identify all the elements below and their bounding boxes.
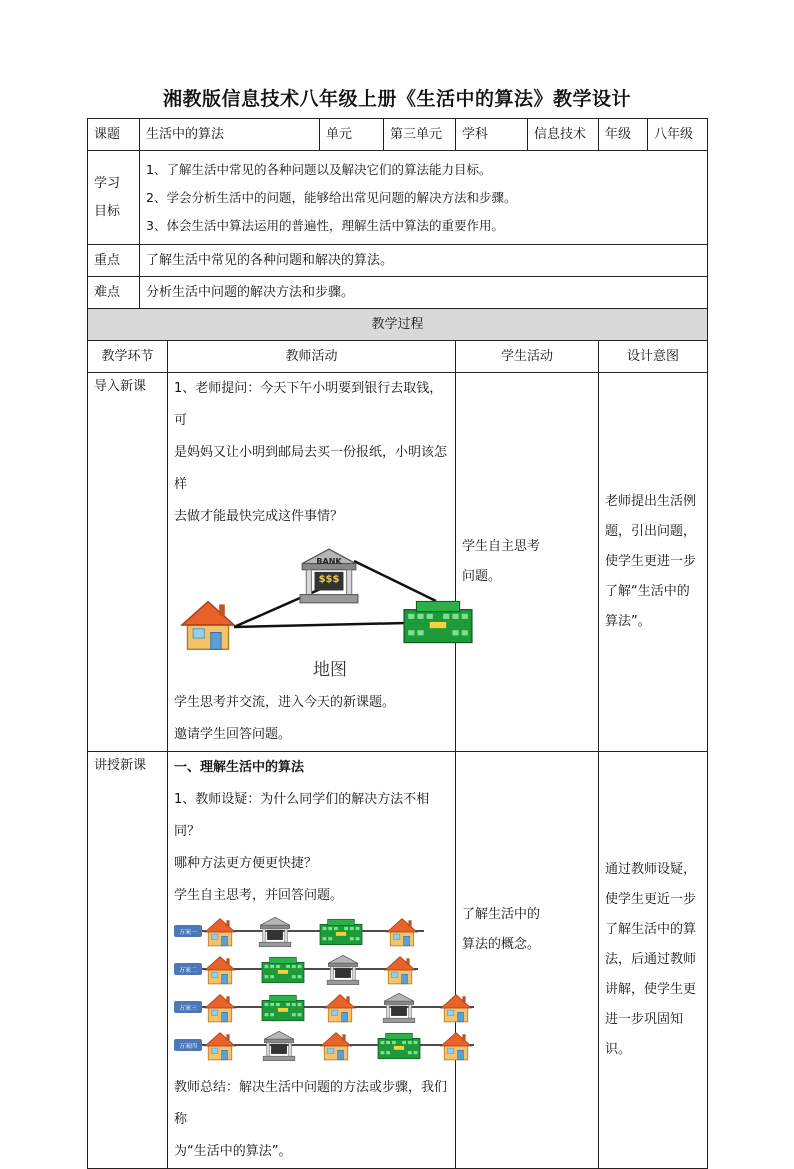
intro-teacher-line: 1、老师提问：今天下午小明要到银行去取钱，可 <box>174 381 443 428</box>
post-office-icon <box>262 995 304 1020</box>
home-icon <box>205 919 235 946</box>
process-title-row <box>88 309 708 341</box>
plan-row <box>174 917 424 946</box>
difficulty-row <box>88 277 708 309</box>
process-title: 教学过程 <box>88 309 708 341</box>
intro-student-line: 问题。 <box>462 569 502 584</box>
intro-intent <box>599 373 708 752</box>
teach-intent-line: 进一步巩固知识。 <box>605 1012 684 1057</box>
bank-money: $$$ <box>318 574 340 585</box>
lesson-plan-table <box>87 118 708 1169</box>
home-icon <box>385 957 415 984</box>
teach-student <box>456 752 599 1169</box>
post-office-icon <box>320 919 362 944</box>
objectives-row <box>88 151 708 245</box>
teach-teacher-line: 教师总结：解决生活中问题的方法或步骤，我们称 <box>174 1080 448 1127</box>
intro-row <box>88 373 708 752</box>
teach-teacher-line: 哪种方法更方便更快捷？ <box>174 856 318 871</box>
bank-icon <box>383 993 415 1022</box>
plan-label: 方案三 <box>178 1005 198 1012</box>
intro-student-line: 学生自主思考 <box>462 539 541 554</box>
teach-student-line: 了解生活中的 <box>462 907 541 922</box>
difficulty-value: 分析生活中问题的解决方法和步骤。 <box>140 277 708 309</box>
home-icon <box>205 957 235 984</box>
post-office-icon <box>378 1033 420 1058</box>
topic-label: 课题 <box>88 119 140 151</box>
intro-teacher-line: 邀请学生回答问题。 <box>174 727 292 742</box>
objective-item: 1、了解生活中常见的各种问题以及解决它们的算法能力目标。 <box>146 161 492 177</box>
plan-row <box>174 1031 474 1060</box>
intro-teacher-line: 是妈妈又让小明到邮局去买一份报纸，小明该怎样 <box>174 445 448 492</box>
intro-intent-line: 老师提出生活例 <box>605 494 697 509</box>
intro-teacher-line: 学生思考并交流，进入今天的新课题。 <box>174 695 396 710</box>
grade-label: 年级 <box>599 119 648 151</box>
grade-value: 八年级 <box>648 119 708 151</box>
map-illustration <box>174 537 480 687</box>
topic-value: 生活中的算法 <box>140 119 320 151</box>
objectives-list <box>140 151 708 245</box>
teach-teacher-line: 1、教师设疑：为什么同学们的解决方法不相同？ <box>174 792 430 839</box>
teach-intent <box>599 752 708 1169</box>
intro-student <box>456 373 599 752</box>
bank-sign: BANK <box>316 557 342 566</box>
keypoint-label: 重点 <box>88 245 140 277</box>
subject-label: 学科 <box>456 119 528 151</box>
teach-teacher-line: 学生自主思考，并回答问题。 <box>174 888 344 903</box>
intro-intent-line: 题，引出问题， <box>605 524 697 539</box>
difficulty-label: 难点 <box>88 277 140 309</box>
objectives-label: 学习目标 <box>88 151 140 245</box>
objective-item: 3、体会生活中算法运用的普遍性，理解生活中算法的重要作用。 <box>146 217 504 233</box>
teach-student-line: 算法的概念。 <box>462 937 541 952</box>
teach-section-heading: 一、理解生活中的算法 <box>174 760 305 775</box>
home-icon <box>325 995 355 1022</box>
intro-intent-line: 使学生更进一步 <box>605 554 697 569</box>
header-row <box>88 119 708 151</box>
home-icon <box>321 1033 351 1060</box>
teach-stage: 讲授新课 <box>88 752 168 1169</box>
document-title: 湘教版信息技术八年级上册《生活中的算法》教学设计 <box>162 88 631 110</box>
intro-teacher <box>168 373 456 752</box>
plan-row <box>174 955 418 984</box>
unit-label: 单元 <box>320 119 384 151</box>
teach-teacher <box>168 752 456 1169</box>
plan-row <box>174 993 474 1022</box>
subject-value: 信息技术 <box>528 119 599 151</box>
process-header-row <box>88 341 708 373</box>
plan-label: 方案一 <box>178 929 198 936</box>
post-office-icon <box>262 957 304 982</box>
col-student: 学生活动 <box>456 341 599 373</box>
intro-intent-line: 算法”。 <box>605 614 651 629</box>
teach-intent-line: 了解生活中的算 <box>605 922 697 937</box>
map-caption: 地图 <box>313 660 347 680</box>
intro-teacher-line: 去做才能最快完成这件事情？ <box>174 509 344 524</box>
bank-icon <box>327 955 359 984</box>
teach-teacher-line: 为“生活中的算法”。 <box>174 1144 292 1159</box>
home-icon <box>387 919 417 946</box>
intro-intent-line: 了解“生活中的 <box>605 584 690 599</box>
bank-icon <box>263 1031 295 1060</box>
unit-value: 第三单元 <box>384 119 456 151</box>
teach-intent-line: 通过教师设疑， <box>605 862 697 877</box>
objective-item: 2、学会分析生活中的问题，能够给出常见问题的解决方法和步骤。 <box>146 189 517 205</box>
teach-intent-line: 法，后通过教师 <box>605 952 697 967</box>
home-icon <box>205 995 235 1022</box>
route-plans-illustration <box>174 912 484 1072</box>
plan-label: 方案二 <box>178 967 198 974</box>
col-intent: 设计意图 <box>599 341 708 373</box>
teach-intent-line: 讲解，使学生更 <box>605 982 697 997</box>
intro-stage: 导入新课 <box>88 373 168 752</box>
keypoint-value: 了解生活中常见的各种问题和解决的算法。 <box>140 245 708 277</box>
col-stage: 教学环节 <box>88 341 168 373</box>
bank-icon <box>259 917 291 946</box>
teach-row <box>88 752 708 1169</box>
plan-label: 方案四 <box>178 1043 198 1050</box>
home-icon <box>182 602 234 650</box>
home-icon <box>205 1033 235 1060</box>
col-teacher: 教师活动 <box>168 341 456 373</box>
teach-intent-line: 使学生更近一步 <box>605 892 697 907</box>
keypoint-row <box>88 245 708 277</box>
